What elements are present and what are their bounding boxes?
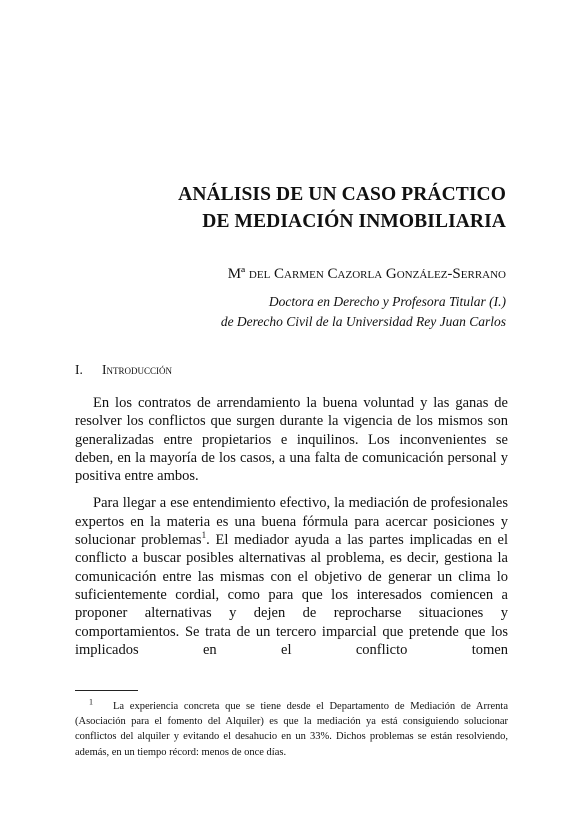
paragraph-2-text-end: . El mediador ayuda a las partes implicadas en el conflicto a buscar posibles alternativas al problema, es decir, gestiona la comunicación entre las mismas con el objetivo de generar un clima lo suficientemente cordial, como para que los interesados comiencen a proponer alternativas y dejen de reprocharse situaciones y comportamientos. Se trata de un tercero imparcial que pretende que los implicados en el conflicto tomen	[75, 532, 508, 658]
author-name: Mª del Carmen Cazorla González-Serrano	[227, 266, 506, 282]
article-title-line-1: ANÁLISIS DE UN CASO PRÁCTICO	[178, 184, 506, 205]
body-text	[75, 394, 508, 668]
section-title: Introducción	[102, 362, 172, 377]
footnote	[75, 699, 508, 760]
author-affiliation	[221, 292, 506, 332]
footnote-number	[75, 699, 113, 714]
footnote-text: La experiencia concreta que se tiene desde el Departamento de Mediación de Arrenta (Asociación para el fomento del Alquiler) es que la mediación ya está consiguiendo solucionar conflictos del alquiler y evitando el desahucio en un 33%. Dichos problemas se están resolviendo, además, en un tiempo récord: menos de once días.	[75, 701, 508, 758]
section-number: I.	[75, 362, 83, 377]
footnote-number-text: 1	[89, 697, 93, 707]
footnote-reference[interactable]: 1	[201, 530, 207, 541]
article-title	[178, 181, 506, 235]
paragraph-2	[75, 494, 508, 659]
affiliation-line-2: de Derecho Civil de la Universidad Rey Juan Carlos	[220, 314, 506, 329]
footnote-separator	[75, 690, 138, 691]
affiliation-line-1: Doctora en Derecho y Profesora Titular (I.)	[268, 294, 506, 309]
section-heading	[75, 362, 172, 378]
paragraph-1: En los contratos de arrendamiento la buena voluntad y las ganas de resolver los conflictos que surgen durante la vigencia de los mismos son generalizadas entre propietarios e inquilinos. Los inconvenientes se deben, en la mayoría de los casos, a una falta de comunicación personal y positiva entre ambos.	[75, 395, 508, 485]
paragraph-2-text-start: Para llegar a ese entendimiento efectivo, la mediación de profesionales expertos en la materia es una buena fórmula para acercar posiciones y solucionar problemas	[75, 495, 508, 549]
article-title-line-2: DE MEDIACIÓN INMOBILIARIA	[202, 211, 506, 232]
